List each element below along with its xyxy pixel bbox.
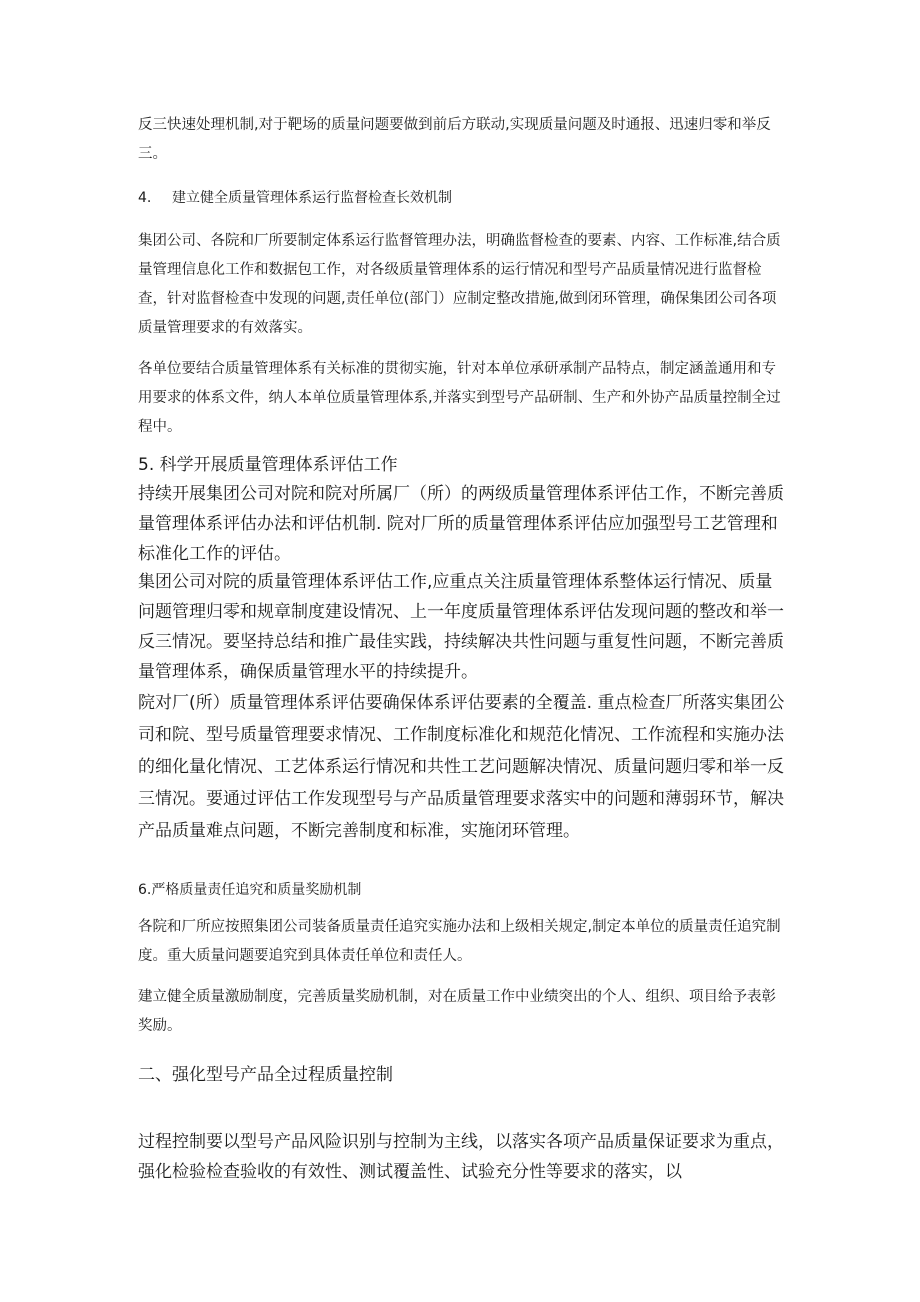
heading-4 [138, 185, 786, 211]
paragraph-8: 建立健全质量激励制度，完善质量奖励机制，对在质量工作中业绩突出的个人、组织、项目给予表彰奖励。 [138, 989, 776, 1034]
paragraph-4: 持续开展集团公司对院和院对所属厂（所）的两级质量管理体系评估工作，不断完善质量管理体系评估办法和评估机制. 院对厂所的质量管理体系评估应加强型号工艺管理和标准化工作的评估。 [138, 484, 784, 564]
paragraph-9: 过程控制要以型号产品风险识别与控制为主线，以落实各项产品质量保证要求为重点，强化检验检查验收的有效性、测试覆盖性、试验充分性等要求的落实，以 [138, 1132, 784, 1182]
paragraph-2: 集团公司、各院和厂所要制定体系运行监督管理办法，明确监督检查的要素、内容、工作标准,结合质量管理信息化工作和数据包工作，对各级质量管理体系的运行情况和型号产品质量情况进行监督检查，针对监督检查中发现的问题,责任单位(部门）应制定整改措施,做到闭环管理，确保集团公司各项质量管理要求的有效落实。 [138, 233, 781, 336]
paragraph-1: 反三快速处理机制,对于靶场的质量问题要做到前后方联动,实现质量问题及时通报、迅速归零和举反三。 [138, 117, 771, 162]
heading-5: 5. 科学开展质量管理体系评估工作 [138, 455, 398, 475]
paragraph-7: 各院和厂所应按照集团公司装备质量责任追究实施办法和上级相关规定,制定本单位的质量责任追究制度。重大质量问题要追究到具体责任单位和责任人。 [138, 919, 781, 964]
heading-6: 6.严格质量责任追究和质量奖励机制 [138, 882, 362, 898]
paragraph-5: 集团公司对院的质量管理体系评估工作,应重点关注质量管理体系整体运行情况、质量问题管理归零和规章制度建设情况、上一年度质量管理体系评估发现问题的整改和举一反三情况。要坚持总结和推广最佳实践，持续解决共性问题与重复性问题，不断完善质量管理体系，确保质量管理水平的持续提升。 [138, 572, 784, 682]
section-heading: 二、强化型号产品全过程质量控制 [138, 1065, 393, 1085]
paragraph-3: 各单位要结合质量管理体系有关标准的贯彻实施，针对本单位承研承制产品特点，制定涵盖通用和专用要求的体系文件，纳人本单位质量管理体系,并落实到型号产品研制、生产和外协产品质量控制全过程中。 [138, 361, 781, 435]
heading-4-text: 建立健全质量管理体系运行监督检查长效机制 [172, 190, 452, 206]
paragraph-6: 院对厂(所）质量管理体系评估要确保体系评估要素的全覆盖. 重点检查厂所落实集团公司和院、型号质量管理要求情况、工作制度标准化和规范化情况、工作流程和实施办法的细化量化情况、工艺体系运行情况和共性工艺问题解决情况、质量问题归零和举一反三情况。要通过评估工作发现型号与产品质量管理要求落实中的问题和薄弱环节，解决产品质量难点问题，不断完善制度和标准，实施闭环管理。 [138, 693, 785, 841]
heading-4-number: 4. [138, 190, 152, 206]
